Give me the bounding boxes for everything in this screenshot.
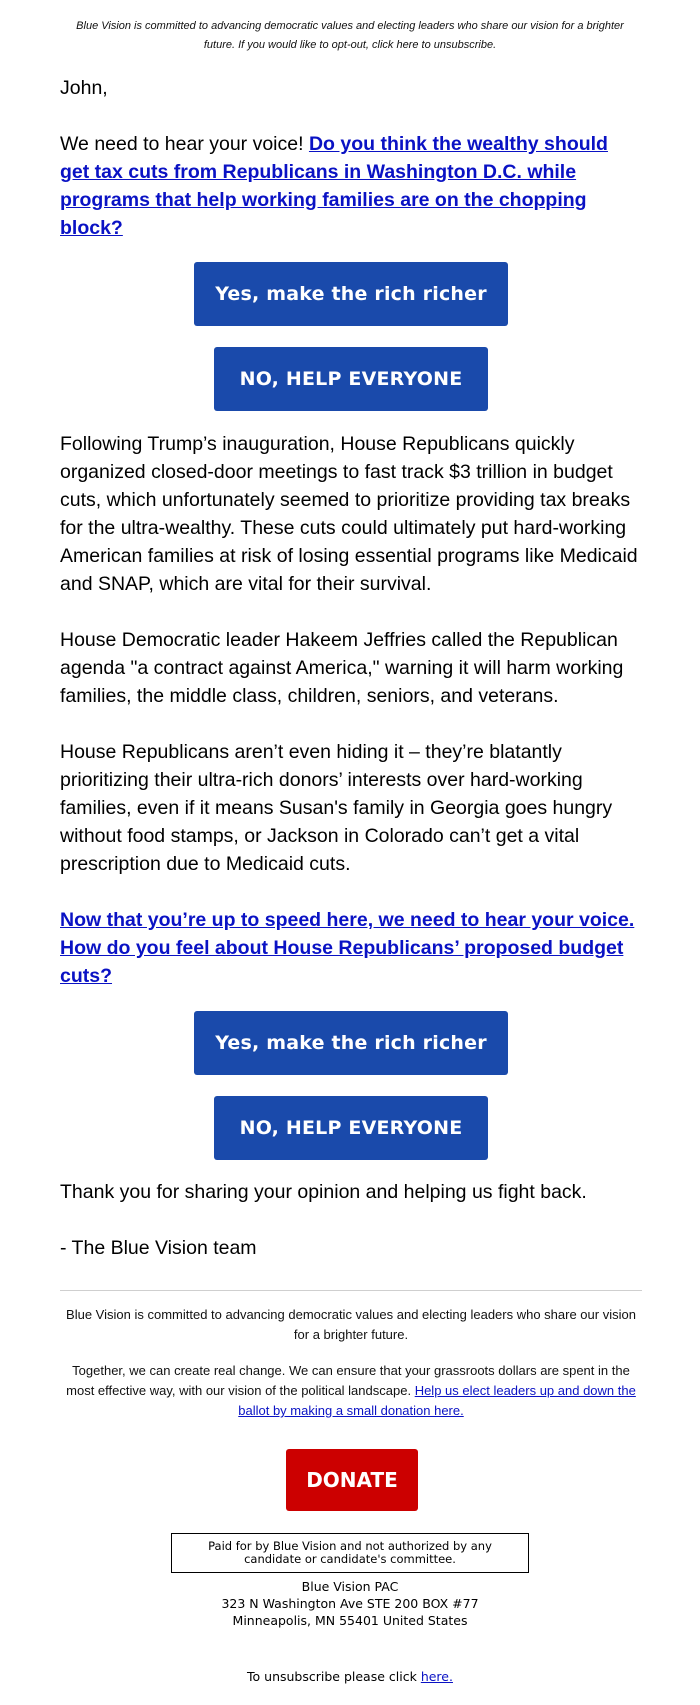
- intro-poll-link[interactable]: Do you think the wealthy should get tax cuts from Republicans in Washington D.C. while programs that help working families are on the chopping block?: [60, 133, 608, 239]
- footer-mission: Blue Vision is committed to advancing democratic values and electing leaders who share our vision for a brighter future.: [66, 1307, 636, 1342]
- intro-paragraph: [60, 130, 642, 242]
- donate-button[interactable]: DONATE: [286, 1449, 418, 1511]
- disclaimer-text: Paid for by Blue Vision and not authorized by any candidate or candidate's committee.: [208, 1539, 492, 1566]
- second-poll-link[interactable]: Now that you’re up to speed here, we need to hear your voice. How do you feel about House Republicans’ proposed budget cuts?: [60, 909, 635, 987]
- paragraph-inauguration: Following Trump’s inauguration, House Republicans quickly organized closed-door meetings to fast track $3 trillion in budget cuts, which unfortunately seemed to prioritize providing tax breaks for the ultra-wealthy. These cuts could ultimately put hard-working American families at risk of losing essential programs like Medicaid and SNAP, which are vital for their survival.: [60, 433, 638, 595]
- signoff-text: - The Blue Vision team: [60, 1237, 257, 1259]
- address-line-org: Blue Vision PAC: [301, 1579, 399, 1594]
- unsubscribe-line: [150, 1669, 550, 1684]
- unsubscribe-link[interactable]: here.: [420, 1669, 453, 1684]
- paragraph-jeffries: House Democratic leader Hakeem Jeffries called the Republican agenda "a contract against America," warning it will harm working families, the middle class, children, seniors, and veterans.: [60, 629, 624, 707]
- footer-divider: [60, 1290, 642, 1291]
- mailing-address: [150, 1578, 550, 1629]
- second-poll-paragraph: [60, 906, 642, 990]
- intro-lead: We need to hear your voice!: [60, 133, 304, 155]
- footer-together-text: Together, we can create real change. We can ensure that your grassroots dollars are spent in the most effective way, with our vision of the political landscape.: [66, 1363, 630, 1398]
- footer-donation-link[interactable]: Help us elect leaders up and down the ballot by making a small donation here.: [238, 1383, 636, 1418]
- greeting: John,: [60, 77, 108, 99]
- no-button-2[interactable]: NO, HELP EVERYONE: [214, 1096, 488, 1160]
- no-button-1[interactable]: NO, HELP EVERYONE: [214, 347, 488, 411]
- footer-together: [60, 1361, 642, 1421]
- yes-button-2[interactable]: Yes, make the rich richer: [194, 1011, 508, 1075]
- address-line-street: 323 N Washington Ave STE 200 BOX #77: [221, 1596, 479, 1611]
- paid-for-disclaimer: [171, 1533, 529, 1573]
- address-line-city: Minneapolis, MN 55401 United States: [232, 1613, 468, 1628]
- thanks-text: Thank you for sharing your opinion and helping us fight back.: [60, 1181, 587, 1203]
- yes-button-1[interactable]: Yes, make the rich richer: [194, 262, 508, 326]
- preheader-text: Blue Vision is committed to advancing democratic values and electing leaders who share our vision for a brighter future. If you would like to opt-out, click here to unsubscribe.: [76, 20, 624, 51]
- unsubscribe-text: To unsubscribe please click: [247, 1669, 417, 1684]
- paragraph-donors: House Republicans aren’t even hiding it – they’re blatantly prioritizing their ultra-rich donors’ interests over hard-working families, even if it means Susan's family in Georgia goes hungry without food stamps, or Jackson in Colorado can’t get a vital prescription due to Medicaid cuts.: [60, 741, 613, 875]
